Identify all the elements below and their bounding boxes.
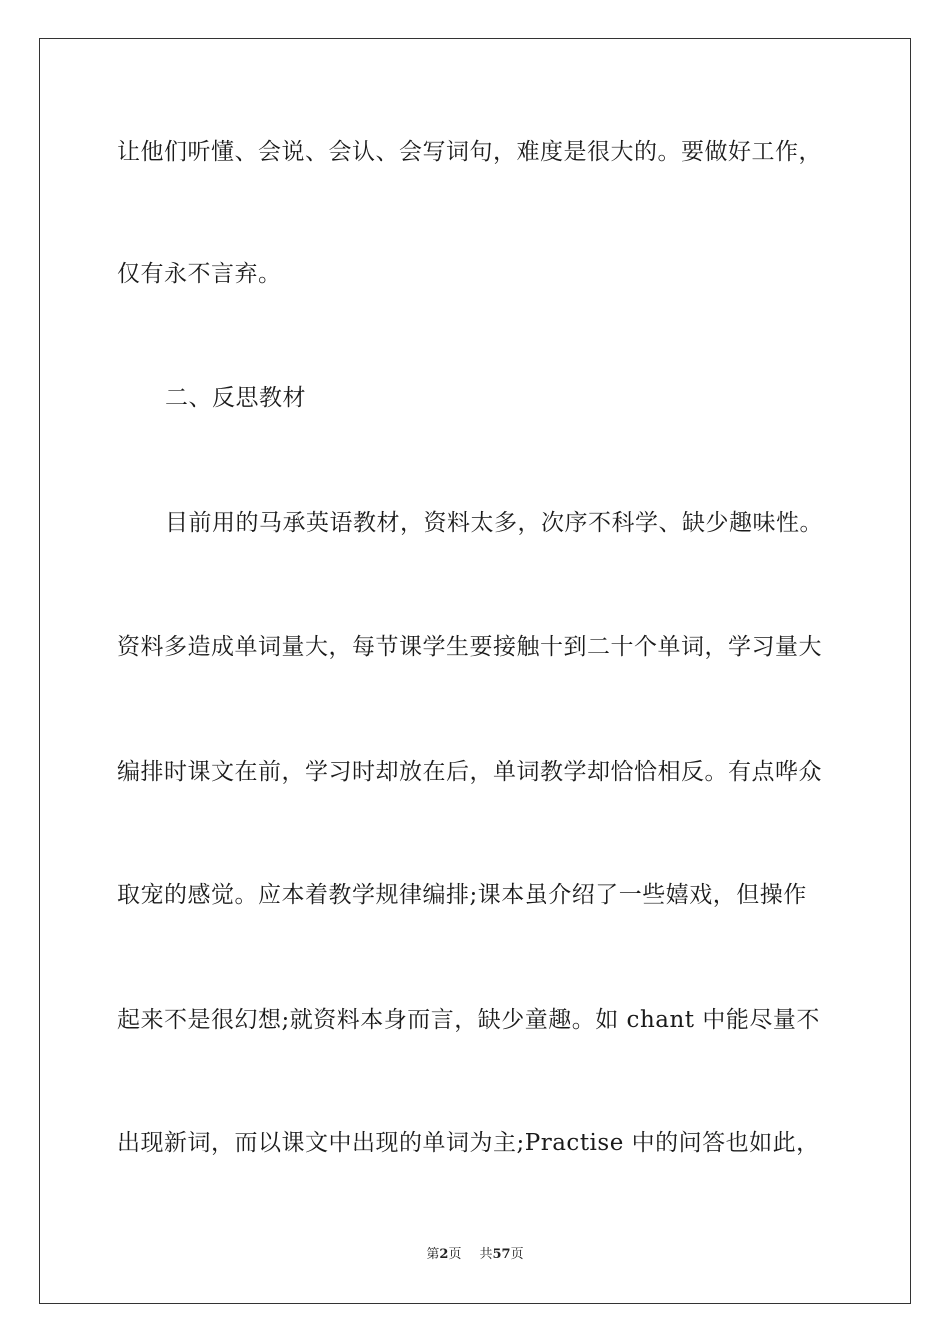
text-line-6: 取宠的感觉。应本着教学规律编排;课本虽介绍了一些嬉戏，但操作 bbox=[117, 882, 807, 908]
page-footer bbox=[0, 1246, 950, 1264]
text-line-1: 让他们听懂、会说、会认、会写词句，难度是很大的。要做好工作， bbox=[117, 139, 822, 165]
text-line-8: 出现新词，而以课文中出现的单词为主;Practise 中的问答也如此， bbox=[117, 1130, 820, 1156]
text-line-4: 资料多造成单词量大，每节课学生要接触十到二十个单词，学习量大 bbox=[117, 634, 822, 660]
text-line-3: 目前用的马承英语教材，资料太多，次序不科学、缺少趣味性。 bbox=[165, 510, 823, 536]
page-prefix: 第 bbox=[426, 1247, 440, 1262]
text-line-2: 仅有永不言弃。 bbox=[117, 261, 282, 287]
text-line-7: 起来不是很幻想;就资料本身而言，缺少童趣。如 chant 中能尽量不 bbox=[117, 1007, 820, 1033]
total-pages: 57 bbox=[492, 1247, 511, 1262]
page-border bbox=[39, 38, 911, 1304]
total-prefix: 共 bbox=[479, 1247, 493, 1262]
page-number: 2 bbox=[439, 1247, 449, 1262]
section-heading: 二、反思教材 bbox=[165, 385, 306, 411]
text-line-5: 编排时课文在前，学习时却放在后，单词教学却恰恰相反。有点哗众 bbox=[117, 759, 822, 785]
total-suffix: 页 bbox=[510, 1247, 524, 1262]
page-suffix: 页 bbox=[448, 1247, 462, 1262]
